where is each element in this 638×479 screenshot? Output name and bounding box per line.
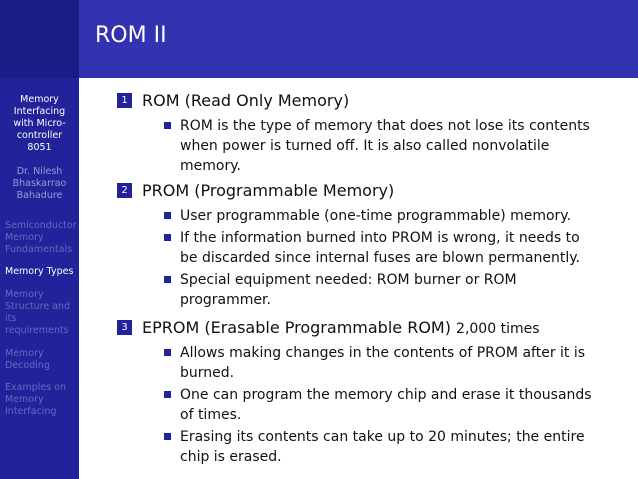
sidebar [0,0,79,479]
square-bullet-icon [164,212,171,219]
square-bullet-icon [164,276,171,283]
square-bullet-icon [164,234,171,241]
sub-item-text [180,270,626,310]
sub-item-line: Special equipment needed: ROM burner or ROM [180,272,517,288]
nav-line: Memory [5,348,44,359]
nav-line: Fundamentals [5,244,73,255]
sub-item [164,385,626,425]
enumerated-item [117,180,630,202]
sub-item [164,116,626,178]
item-title-suffix: 2,000 times [456,321,540,337]
square-bullet-icon [164,122,171,129]
item-title-text: EPROM (Erasable Programmable ROM) [142,318,451,337]
sub-item-line: ROM is the type of memory that does not lose its contents [180,118,590,134]
sub-item [164,427,626,467]
nav-memory-structure[interactable] [5,289,77,337]
sub-item-text [180,385,626,425]
square-bullet-icon [164,349,171,356]
sidebar-top-band [0,0,79,78]
square-bullet-icon [164,433,171,440]
enumerated-item [117,317,630,339]
sub-item-text [180,343,626,383]
presentation-title-line: Memory [20,94,59,105]
frame-title: ROM II [95,23,167,48]
nav-line: Memory [5,232,44,243]
nav-line: Interfacing [5,406,57,417]
nav-line: Decoding [5,360,50,371]
sub-item-line: One can program the memory chip and erase it thousands [180,387,592,403]
frame-header [79,0,638,78]
nav-line: Memory [5,394,44,405]
sub-item-text [180,427,626,467]
sub-item-line: Erasing its contents can take up to 20 minutes; the entire [180,429,585,445]
nav-line: Memory [5,289,44,300]
sub-item-line: programmer. [180,292,271,308]
presentation-title [0,94,79,154]
sub-item-line: when power is turned off. It is also called nonvolatile [180,138,550,154]
enumerated-item [117,90,630,112]
sub-item-text [180,228,626,268]
sub-item-text [180,206,626,226]
square-bullet-icon [164,391,171,398]
item-title [142,317,540,340]
nav-line: requirements [5,325,69,336]
nav-memory-decoding[interactable] [5,348,77,372]
sub-item-text [180,116,626,176]
sub-item [164,270,626,310]
nav-line: Examples on [5,382,67,393]
item-number-badge: 2 [117,183,132,198]
nav-line: Semiconductor [5,220,77,231]
item-title [142,90,349,111]
sub-item [164,228,626,268]
nav-semiconductor-memory-fundamentals[interactable] [5,220,77,256]
sub-item-line: be discarded since internal fuses are blown permanently. [180,250,580,266]
sub-item-line: If the information burned into PROM is wrong, it needs to [180,230,580,246]
author-name [0,166,79,202]
presentation-title-line: with Micro- [13,118,66,129]
nav-line: Structure and [5,301,71,312]
presentation-title-line: Interfacing [13,106,66,117]
sub-item [164,206,626,226]
presentation-title-line: 8051 [27,142,52,153]
item-title-text: ROM (Read Only Memory) [142,91,350,110]
presentation-title-line: controller [16,130,63,141]
sub-item-line: of times. [180,407,242,423]
item-title [142,180,394,201]
author-line: Bahadure [16,190,63,201]
sub-item-line: User programmable (one-time programmable) memory. [180,208,572,224]
sub-item [164,343,626,383]
sub-item-line: chip is erased. [180,449,282,465]
sub-item-line: burned. [180,365,235,381]
nav-line: its [5,313,17,324]
sub-item-line: Allows making changes in the contents of PROM after it is [180,345,586,361]
item-number-badge: 3 [117,320,132,335]
item-number-badge: 1 [117,93,132,108]
sub-item-line: memory. [180,158,241,174]
nav-examples-memory-interfacing[interactable] [5,382,77,418]
item-title-text: PROM (Programmable Memory) [142,181,395,200]
author-line: Bhaskarrao [12,178,67,189]
nav-line: Memory Types [5,266,74,277]
slide-content [79,78,638,479]
author-line: Dr. Nilesh [16,166,63,177]
nav-memory-types[interactable] [5,266,77,278]
